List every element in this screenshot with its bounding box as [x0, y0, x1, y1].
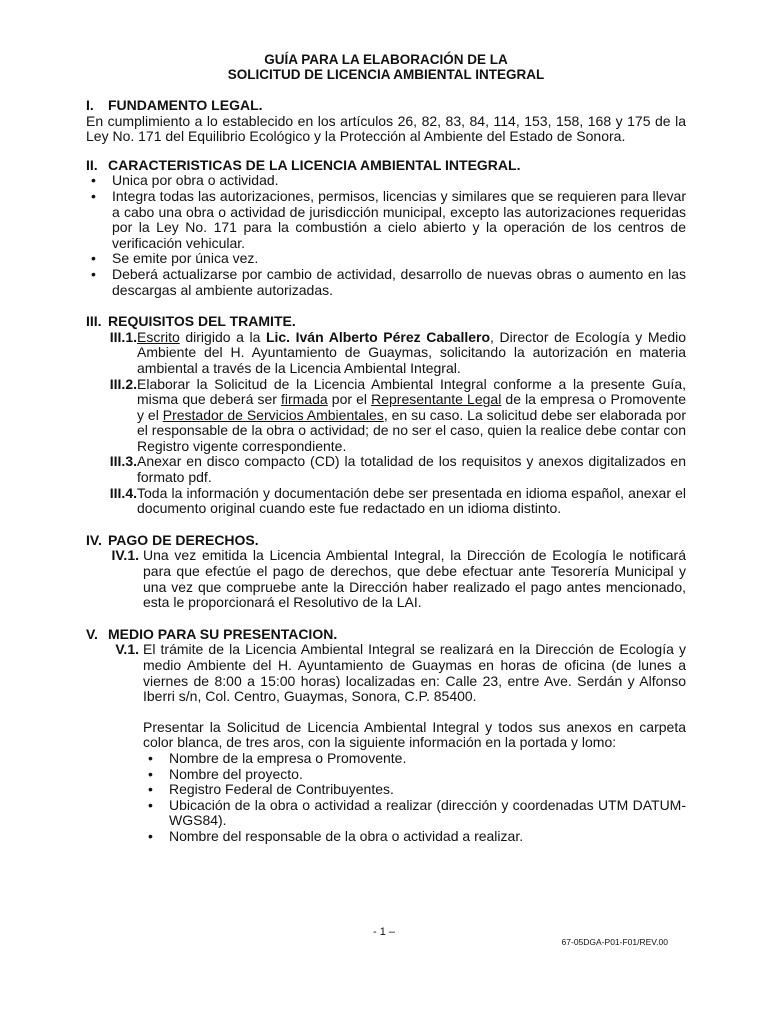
requirement-2-text: [137, 377, 686, 455]
section-3-heading: [86, 314, 686, 330]
requirement-1: [86, 330, 686, 377]
section-2-bullet: • Deberá actualizarse por cambio de actividad, desarrollo de nuevas obras o aumento en las descargas al ambiente autorizadas.: [86, 267, 686, 298]
page-number: - 1 –: [372, 926, 395, 938]
title-line-1: GUÍA PARA LA ELABORACIÓN DE LA: [264, 52, 508, 67]
payment-item: [86, 548, 686, 610]
section-2-number: II.: [86, 156, 98, 173]
requirement-3-number: III.3.: [109, 453, 137, 470]
requirement-2: [86, 377, 686, 455]
prestador-servicios-term: Prestador de Servicios Ambientales: [162, 406, 384, 423]
cover-info-item: • Nombre del proyecto.: [143, 767, 686, 783]
cover-info-list: [143, 751, 686, 845]
requirement-3-text: Anexar en disco compacto (CD) la totalidad de los requisitos y anexos digitalizados en formato pdf.: [137, 453, 686, 486]
requirement-3: [86, 454, 686, 485]
section-4-title: PAGO DE DERECHOS.: [108, 531, 259, 548]
section-2-heading: [86, 158, 686, 174]
section-4-number: IV.: [86, 531, 102, 548]
section-2-title: CARACTERISTICAS DE LA LICENCIA AMBIENTAL INTEGRAL.: [108, 156, 521, 173]
presentation-instructions-text: Presentar la Solicitud de Licencia Ambiental Integral y todos sus anexos en carpeta color blanca, de tres aros, con la siguiente información en la portada y lomo:: [143, 718, 686, 751]
section-4-heading: [86, 533, 686, 549]
section-5-heading: [86, 627, 686, 643]
requirement-1-text: [137, 330, 686, 377]
requirement-2-text-part: de la empresa o Promovente y el: [137, 391, 686, 423]
presentation-item-text: El trámite de la Licencia Ambiental Integral se realizará en la Dirección de Ecología y medio Ambiente del H. Ayuntamiento de Guaymas en horas de oficina (de lunes a viernes de 8:00 a 15:00 horas) localizadas en: Calle 23, entre Ave. Serdán y Alfonso Iberri s/n, Col. Centro, Guaymas, Sonora, C.P. 85400.: [143, 641, 686, 705]
requirement-1-text-part: , Director de Ecología y Medio Ambiente del H. Ayuntamiento de Guaymas, solicitando la autorización en materia ambiental a través de la Licencia Ambiental Integral.: [137, 328, 687, 376]
section-5-title: MEDIO PARA SU PRESENTACION.: [108, 625, 338, 642]
document-title: [86, 52, 686, 82]
section-5-number: V.: [86, 625, 98, 642]
document-code: 67-05DGA-P01-F01/REV.00: [561, 937, 668, 947]
presentation-item: [86, 642, 686, 704]
section-3-title: REQUISITOS DEL TRAMITE.: [108, 313, 296, 330]
cover-info-list-wrapper: [86, 751, 686, 845]
section-1-heading: [86, 98, 686, 114]
cover-info-item: • Ubicación de la obra o actividad a realizar (dirección y coordenadas UTM DATUM-WGS84).: [143, 798, 686, 829]
payment-item-text: Una vez emitida la Licencia Ambiental Integral, la Dirección de Ecología le notificará para que efectúe el pago de derechos, que debe efectuar ante Tesorería Municipal y una vez que compruebe ante la Dirección haber realizado el pago antes mencionado, esta le proporcionará el Resolutivo de la LAI.: [143, 547, 686, 611]
section-1-number: I.: [86, 97, 94, 113]
escrito-term: Escrito: [137, 328, 180, 345]
presentation-instructions: [86, 720, 686, 751]
section-2-bullet: • Se emite por única vez.: [86, 251, 686, 267]
section-2-bullet-list: [86, 173, 686, 298]
title-line-2: SOLICITUD DE LICENCIA AMBIENTAL INTEGRAL: [227, 67, 545, 82]
requirement-2-text-part: por el: [327, 391, 372, 408]
requirement-4-number: III.4.: [109, 484, 137, 501]
indent-spacer: [86, 751, 143, 845]
cover-info-item: • Nombre del responsable de la obra o actividad a realizar.: [143, 829, 686, 845]
requirement-4-text: Toda la información y documentación debe ser presentada en idioma español, anexar el documento original cuando este fue redactado en un idioma distinto.: [137, 484, 686, 517]
indent-spacer: [86, 720, 143, 751]
section-1-title: FUNDAMENTO LEGAL.: [108, 97, 263, 113]
requirement-1-number: III.1.: [109, 328, 137, 345]
representante-legal-term: Representante Legal: [371, 391, 502, 408]
section-1-body: En cumplimiento a lo establecido en los artículos 26, 82, 83, 84, 114, 153, 158, 168 y 175 de la Ley No. 171 del Equilibrio Ecológico y la Protección al Ambiente del Estado de Sonora.: [86, 112, 686, 145]
requirement-2-number: III.2.: [109, 375, 137, 392]
section-2-bullet: • Unica por obra o actividad.: [86, 173, 686, 189]
cover-info-item: • Nombre de la empresa o Promovente.: [143, 751, 686, 767]
section-3-number: III.: [86, 313, 102, 330]
requirement-2-text-part: Elaborar la Solicitud de la Licencia Ambiental Integral conforme a la presente Guía, misma que deberá ser: [137, 375, 686, 408]
firmada-term: firmada: [281, 391, 328, 408]
presentation-item-number: V.1.: [115, 641, 139, 658]
requirement-1-text-part: dirigido a la: [179, 328, 266, 345]
payment-item-number: IV.1.: [111, 547, 139, 564]
requirement-4: [86, 486, 686, 517]
director-name: Lic. Iván Alberto Pérez Caballero: [265, 328, 491, 345]
cover-info-item: • Registro Federal de Contribuyentes.: [143, 782, 686, 798]
section-2-bullet: • Integra todas las autorizaciones, permisos, licencias y similares que se requieren para llevar a cabo una obra o actividad de jurisdicción municipal, excepto las autorizaciones requeridas por la Ley No. 171 para la combustión a cielo abierto y la operación de los centros de verificación vehicular.: [86, 189, 686, 251]
requirement-2-text-part: , en su caso. La solicitud debe ser elaborada por el responsable de la obra o actividad; de no ser el caso, quien la realice debe contar con Registro vigente correspondiente.: [137, 406, 686, 454]
